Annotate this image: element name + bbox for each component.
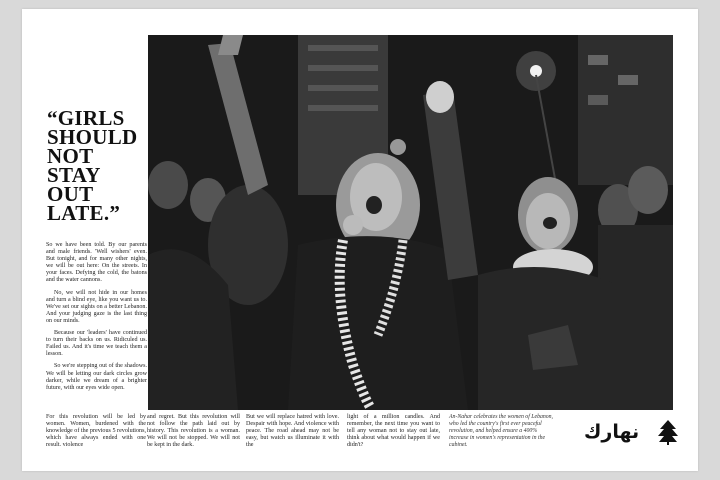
- body-paragraph: For this revolution will be led by women. Women, burdened with the knowledge of the previous 5 revolutions, which have always ended with one result. violence: [46, 414, 146, 449]
- body-paragraph: So we're stepping out of the shadows. We will be letting our dark circles grow darker, while we dream of a brighter future, with our eyes wide open.: [46, 363, 147, 391]
- body-column-2: [147, 414, 240, 454]
- body-column-4: [347, 414, 440, 454]
- protest-photo-illustration: [148, 35, 673, 410]
- body-column-3: [246, 414, 339, 454]
- headline-line: NOT: [47, 144, 94, 168]
- body-paragraph: and regret. But this revolution will not follow the path laid out by history. This revolution is a woman. We will not be stopped. We will not be kept in the dark.: [147, 414, 240, 449]
- cedar-icon: [656, 419, 680, 445]
- headline-line: STAY: [47, 163, 101, 187]
- protest-photo: [148, 35, 673, 410]
- body-paragraph: light of a million candles. And remember, the next time you want to tell any woman not to stay out late, think about what would happen if we didn't?: [347, 414, 440, 449]
- annahar-logo: [584, 419, 680, 447]
- headline-line: LATE.”: [47, 201, 121, 225]
- body-paragraph: So we have been told. By our parents and male friends. 'Well wishers' even. But tonight, and for many other nights, we will be out here: On the streets. In your faces. Defying the cold, the batons and the water cannons.: [46, 242, 147, 284]
- body-paragraph: Because our 'leaders' have continued to turn their backs on us. Ridiculed us. Failed us. And it's time we teach them a lesson.: [46, 330, 147, 358]
- headline-line: “GIRLS: [47, 106, 125, 130]
- body-paragraph: But we will replace hatred with love. Despair with hope. And violence with peace. The road ahead may not be easy, but watch us illuminate it with the: [246, 414, 339, 449]
- newspaper-ad-page: [22, 9, 698, 471]
- body-left-column: [46, 242, 147, 397]
- headline-line: SHOULD: [47, 125, 138, 149]
- body-column-1: [46, 414, 146, 454]
- body-paragraph: No, we will not hide in our homes and turn a blind eye, like you want us to. We've set our sights on a better Lebanon. And your judging gaze is the last thing on our minds.: [46, 289, 147, 324]
- logo-text: نهارك: [584, 421, 640, 443]
- headline-line: OUT: [47, 182, 94, 206]
- caption: An-Nahar celebrates the women of Lebanon, who led the country's first ever peaceful revolution, and helped ensure a 400% increase in women's representation in the cabinet.: [449, 414, 554, 448]
